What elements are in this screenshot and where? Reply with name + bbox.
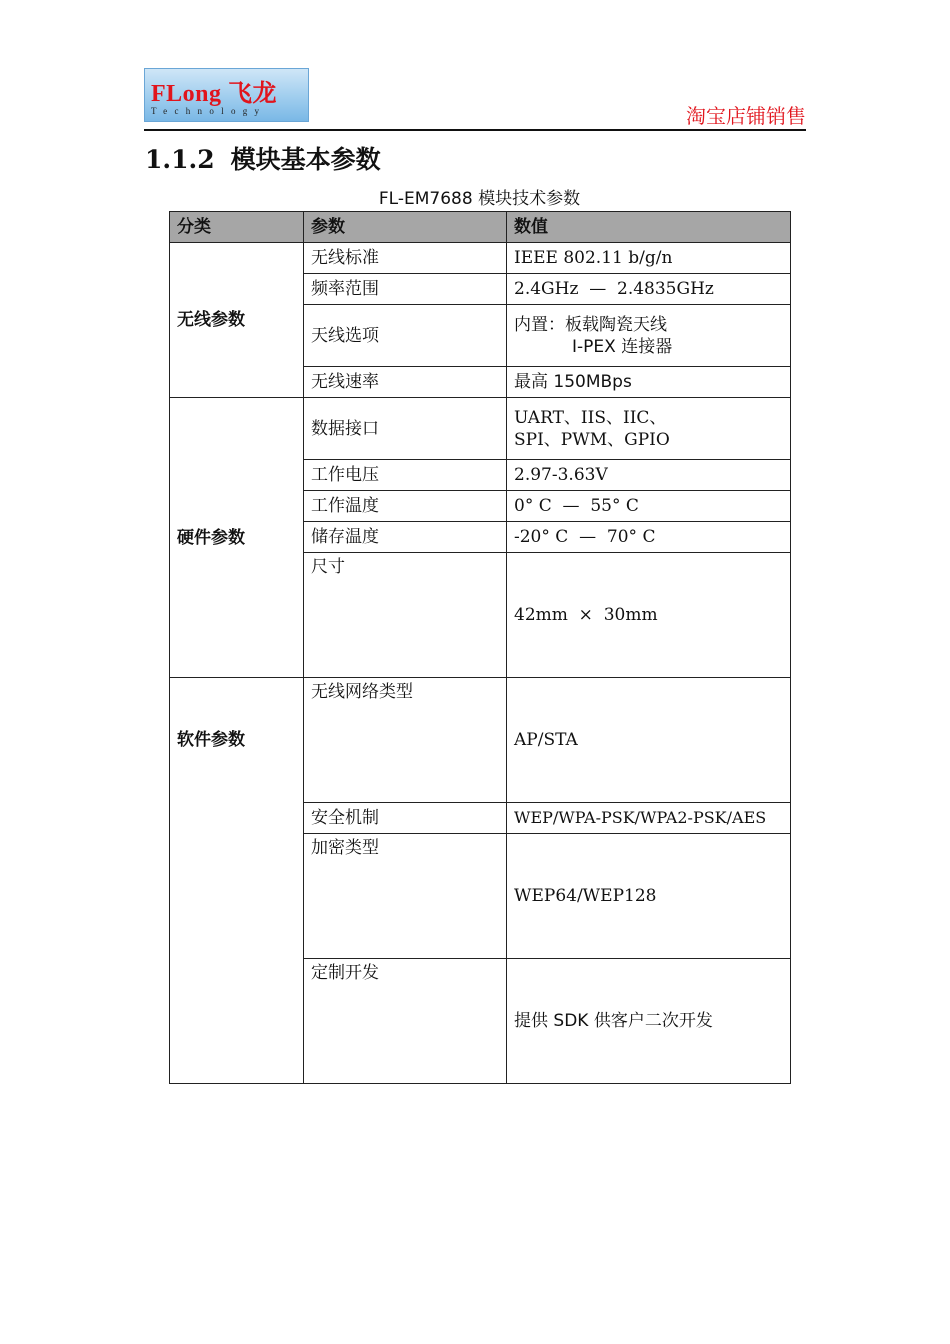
header-divider: [144, 129, 806, 131]
value-cell: WEP64/WEP128: [507, 834, 791, 959]
param-cell: 加密类型: [304, 834, 507, 959]
param-cell: 无线网络类型: [304, 678, 507, 803]
value-line: 内置：板载陶瓷天线: [514, 314, 667, 335]
section-number: 1.1.2: [145, 145, 215, 174]
header-value: 数值: [507, 212, 791, 243]
value-cell: WEP/WPA-PSK/WPA2-PSK/AES: [507, 803, 791, 834]
value-cell: AP/STA: [507, 678, 791, 803]
table-caption: FL-EM7688 模块技术参数: [378, 189, 581, 209]
value-cell: 0° C — 55° C: [507, 491, 791, 522]
section-title-text: 模块基本参数: [230, 145, 381, 174]
logo-text: FLong 飞龙: [151, 81, 278, 107]
param-cell: 无线速率: [304, 367, 507, 398]
logo-subtext: Technology: [151, 106, 267, 116]
value-cell: [507, 305, 791, 367]
value-cell: 提供 SDK 供客户二次开发: [507, 959, 791, 1084]
value-line: SPI、PWM、GPIO: [514, 429, 670, 450]
param-cell: 频率范围: [304, 274, 507, 305]
header-store-text: 淘宝店铺销售: [686, 104, 806, 128]
param-cell: 工作电压: [304, 460, 507, 491]
param-cell: 天线选项: [304, 305, 507, 367]
value-cell: 2.4GHz — 2.4835GHz: [507, 274, 791, 305]
param-cell: 安全机制: [304, 803, 507, 834]
company-logo: [144, 68, 309, 122]
param-cell: 尺寸: [304, 553, 507, 678]
value-line: I-PEX 连接器: [572, 336, 673, 357]
value-cell: -20° C — 70° C: [507, 522, 791, 553]
header-category: 分类: [170, 212, 304, 243]
value-cell: 2.97-3.63V: [507, 460, 791, 491]
header-parameter: 参数: [304, 212, 507, 243]
param-cell: 储存温度: [304, 522, 507, 553]
value-line: UART、IIS、IIC、: [514, 407, 667, 428]
table-header-row: [170, 212, 791, 243]
category-cell: 软件参数: [170, 678, 304, 1084]
spec-table: [169, 211, 791, 1084]
table-row: [170, 243, 791, 274]
table-row: [170, 398, 791, 460]
category-cell: 无线参数: [170, 243, 304, 398]
value-cell: [507, 398, 791, 460]
value-cell: IEEE 802.11 b/g/n: [507, 243, 791, 274]
table-row: [170, 678, 791, 803]
param-cell: 定制开发: [304, 959, 507, 1084]
param-cell: 无线标准: [304, 243, 507, 274]
param-cell: 数据接口: [304, 398, 507, 460]
param-cell: 工作温度: [304, 491, 507, 522]
value-cell: 42mm × 30mm: [507, 553, 791, 678]
value-cell: 最高 150MBps: [507, 367, 791, 398]
category-cell: 硬件参数: [170, 398, 304, 678]
section-title: [145, 140, 381, 176]
